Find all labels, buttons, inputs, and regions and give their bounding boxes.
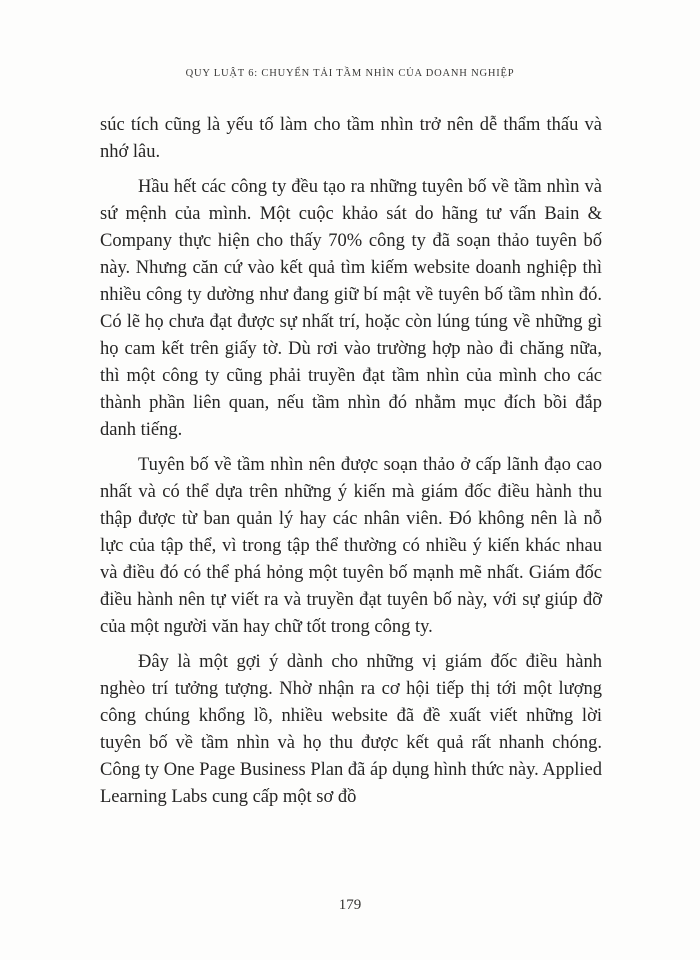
running-header: QUY LUẬT 6: CHUYỂN TẢI TẦM NHÌN CỦA DOANH NGHIỆP [185, 68, 515, 79]
body-paragraph: súc tích cũng là yếu tố làm cho tầm nhìn trở nên dễ thẩm thấu và nhớ lâu. [100, 115, 602, 162]
page-number: 179 [338, 897, 362, 913]
body-paragraph: Hầu hết các công ty đều tạo ra những tuyên bố về tầm nhìn và sứ mệnh của mình. Một cuộc khảo sát do hãng tư vấn Bain & Company thực hiện cho thấy 70% công ty đã soạn thảo tuyên bố này. Nhưng căn cứ vào kết quả tìm kiếm website doanh nghiệp thì nhiều công ty dường như đang giữ bí mật về tuyên bố tầm nhìn đó. Có lẽ họ chưa đạt được sự nhất trí, hoặc còn lúng túng về những gì họ cam kết trên giấy tờ. Dù rơi vào trường hợp nào đi chăng nữa, thì một công ty cũng phải truyền đạt tầm nhìn của mình cho các thành phần liên quan, nếu tầm nhìn đó nhằm mục đích bồi đắp danh tiếng. [100, 177, 602, 440]
page-body [100, 112, 602, 819]
body-paragraph: Tuyên bố về tầm nhìn nên được soạn thảo ở cấp lãnh đạo cao nhất và có thể dựa trên những ý kiến mà giám đốc điều hành thu thập được từ ban quản lý hay các nhân viên. Đó không nên là nỗ lực của tập thể, vì trong tập thể thường có nhiều ý kiến khác nhau và điều đó có thể phá hỏng một tuyên bố mạnh mẽ nhất. Giám đốc điều hành nên tự viết ra và truyền đạt tuyên bố này, với sự giúp đỡ của một người văn hay chữ tốt trong công ty. [100, 455, 602, 637]
body-paragraph: Đây là một gợi ý dành cho những vị giám đốc điều hành nghèo trí tưởng tượng. Nhờ nhận ra cơ hội tiếp thị tới một lượng công chúng khổng lồ, nhiều website đã đề xuất viết những lời tuyên bố về tầm nhìn và họ thu được kết quả rất nhanh chóng. Công ty One Page Business Plan đã áp dụng hình thức này. Applied Learning Labs cung cấp một sơ đồ [100, 652, 602, 807]
